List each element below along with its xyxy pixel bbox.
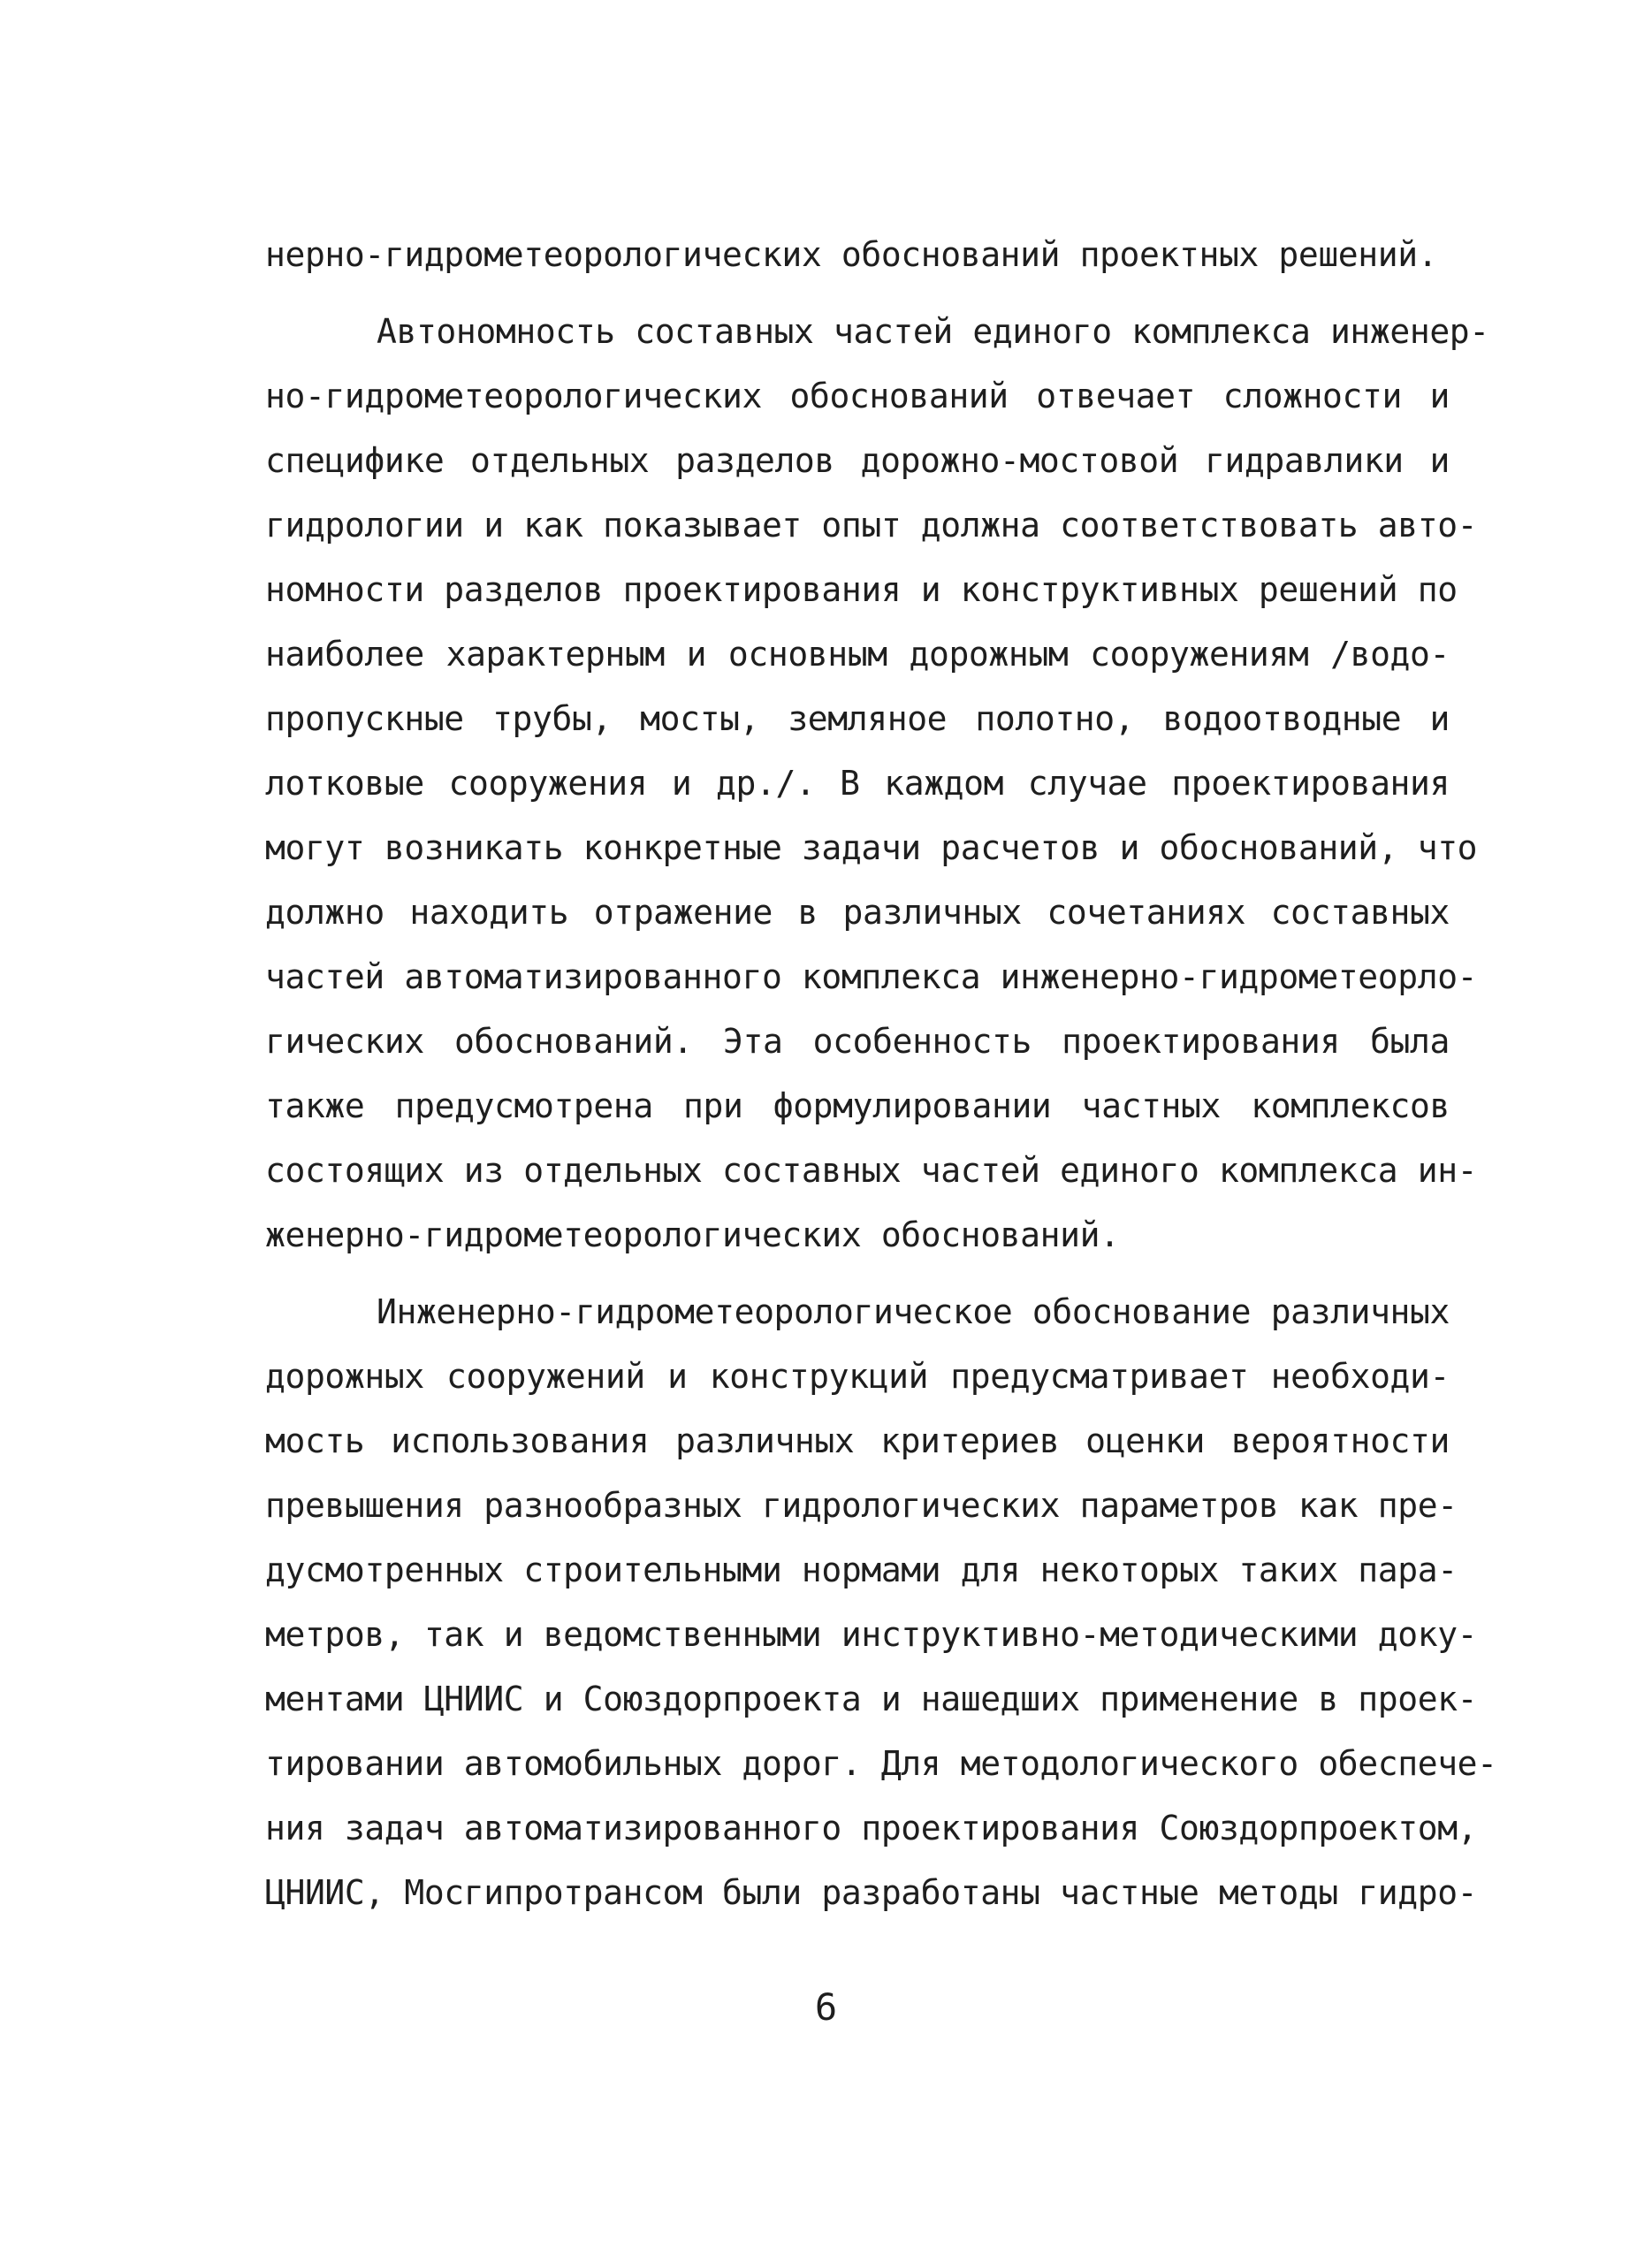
text-line: дусмотренных строительными нормами для некоторых таких пара- bbox=[265, 1550, 1458, 1589]
text-line: ЦНИИС, Мосгипротрансом были разработаны частные методы гидро- bbox=[265, 1873, 1478, 1912]
text-line: гических обоснований. Эта особенность проектирования была bbox=[265, 1022, 1450, 1061]
text-line: дорожных сооружений и конструкций предусматривает необходи- bbox=[265, 1357, 1450, 1396]
text-line: также предусмотрена при формулировании частных комплексов bbox=[265, 1086, 1450, 1125]
text-line: мость использования различных критериев оценки вероятности bbox=[265, 1421, 1450, 1460]
text-line: Инженерно-гидрометеорологическое обоснование различных bbox=[377, 1292, 1450, 1331]
text-line: превышения разнообразных гидрологических параметров как пре- bbox=[265, 1486, 1458, 1525]
text-line: наиболее характерным и основным дорожным сооружениям /водо- bbox=[265, 635, 1450, 674]
text-line: женерно-гидрометеорологических обоснований. bbox=[265, 1215, 1120, 1254]
paragraph-2 bbox=[265, 300, 1489, 1268]
text-line: нерно-гидрометеорологических обоснований проектных решений. bbox=[265, 235, 1438, 274]
text-line: лотковые сооружения и др./. В каждом случае проектирования bbox=[265, 764, 1450, 803]
text-line: пропускные трубы, мосты, земляное полотно, водоотводные и bbox=[265, 699, 1450, 738]
body-text bbox=[265, 223, 1497, 1925]
text-line: метров, так и ведомственными инструктивно-методическими доку- bbox=[265, 1615, 1478, 1654]
text-line: состоящих из отдельных составных частей единого комплекса ин- bbox=[265, 1151, 1478, 1190]
text-line: ния задач автоматизированного проектирования Союздорпроектом, bbox=[265, 1809, 1478, 1847]
text-line: но-гидрометеорологических обоснований отвечает сложности и bbox=[265, 377, 1450, 415]
paragraph-3 bbox=[265, 1280, 1497, 1925]
page-number: 6 bbox=[814, 1985, 838, 2029]
text-line: должно находить отражение в различных сочетаниях составных bbox=[265, 893, 1450, 932]
text-line: тировании автомобильных дорог. Для методологического обеспече- bbox=[265, 1744, 1497, 1783]
text-line: номности разделов проектирования и конструктивных решений по bbox=[265, 570, 1458, 609]
text-line: гидрологии и как показывает опыт должна соответствовать авто- bbox=[265, 506, 1478, 545]
paragraph-1 bbox=[265, 223, 1450, 287]
text-line: специфике отдельных разделов дорожно-мостовой гидравлики и bbox=[265, 441, 1450, 480]
text-line: частей автоматизированного комплекса инженерно-гидрометеорло- bbox=[265, 957, 1478, 996]
text-line: могут возникать конкретные задачи расчетов и обоснований, что bbox=[265, 828, 1478, 867]
text-line: ментами ЦНИИС и Союздорпроекта и нашедших применение в проек- bbox=[265, 1680, 1478, 1718]
text-line: Автономность составных частей единого комплекса инженер- bbox=[377, 312, 1489, 351]
